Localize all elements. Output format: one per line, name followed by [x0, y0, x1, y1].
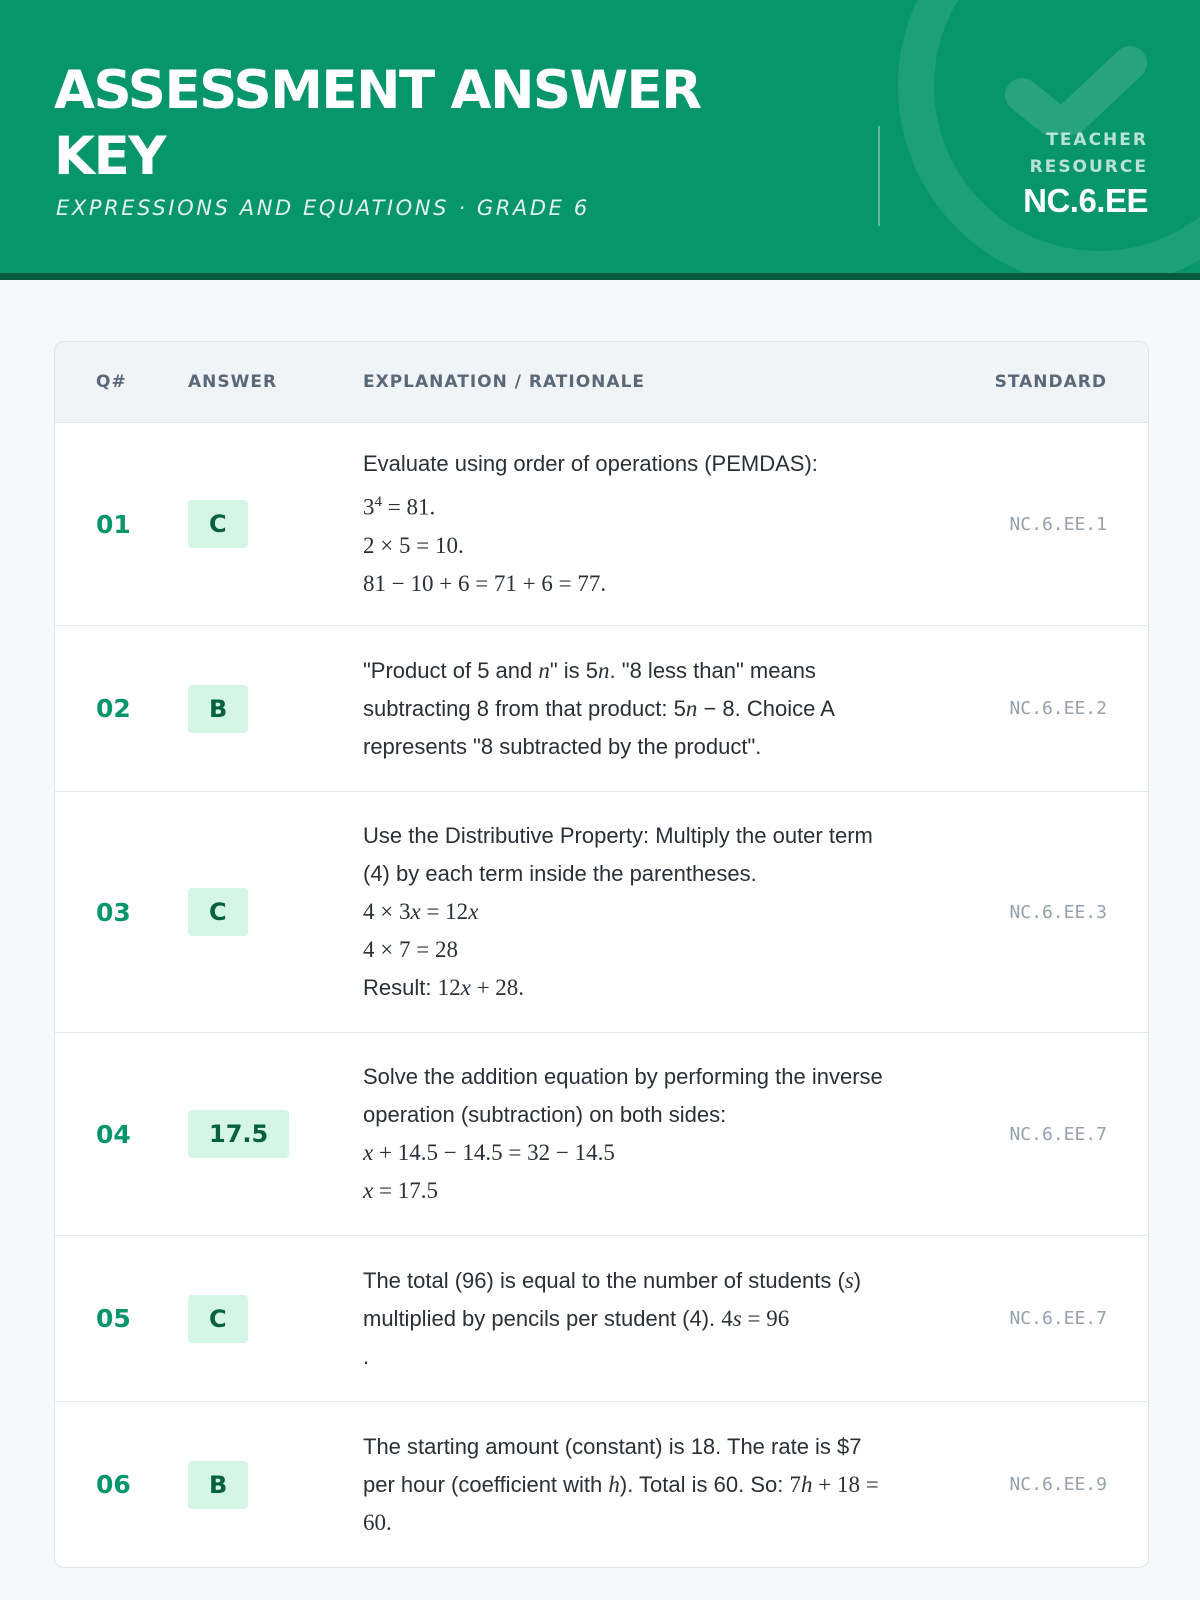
explanation-line: Solve the addition equation by performing the inverse operation (subtraction) on both sides: [363, 1064, 883, 1127]
question-number: 02 [96, 694, 131, 723]
explanation [363, 1058, 920, 1210]
explanation-line: Evaluate using order of operations (PEMDAS): [363, 451, 818, 477]
page-title: ASSESSMENT ANSWER KEY [54, 60, 701, 187]
standard-code: NC.6.EE.7 [1009, 1123, 1107, 1145]
standard-code: NC.6.EE.2 [1009, 698, 1107, 719]
page-subtitle: EXPRESSIONS AND EQUATIONS · GRADE 6 [56, 196, 590, 220]
standard-code: NC.6.EE.7 [1009, 1308, 1107, 1329]
answer-badge: C [188, 500, 248, 548]
question-number: 01 [96, 509, 131, 539]
standard-code: NC.6.EE.3 [1009, 901, 1107, 923]
checkmark-icon [1000, 45, 1160, 135]
answer-badge: 17.5 [188, 1110, 289, 1158]
answer-badge: B [188, 1461, 248, 1509]
explanation-line: . [363, 1343, 370, 1369]
explanation-math-line: x = 17.5 [363, 1178, 438, 1203]
explanation-math-line: 4 × 7 = 28 [363, 937, 458, 962]
question-number: 06 [96, 1470, 131, 1499]
explanation: The starting amount (constant) is 18. The rate is $7 per hour (coefficient with h). Total is 60. So: 7h + 18 = 60. [363, 1433, 879, 1535]
explanation-math-line: x + 14.5 − 14.5 = 32 − 14.5 [363, 1140, 615, 1165]
explanation-math-line: 4 × 3x = 12x [363, 899, 479, 924]
question-number: 05 [96, 1304, 131, 1333]
explanation [363, 445, 920, 603]
explanation-math-line: 81 − 10 + 6 = 71 + 6 = 77. [363, 570, 607, 596]
explanation-math-line: 2 × 5 = 10. [363, 532, 464, 558]
question-number: 03 [96, 897, 131, 927]
column-header-q: Q# [96, 372, 127, 392]
standard-code: NC.6.EE.9 [1009, 1474, 1107, 1495]
resource-code: NC.6.EE [1023, 182, 1148, 219]
table-row [55, 626, 1148, 792]
answer-key-table [54, 341, 1149, 1568]
table-row [55, 1236, 1148, 1402]
header-divider [878, 126, 880, 226]
explanation-line: Result: 12x + 28. [363, 975, 525, 1000]
explanation-math-line: $3^4 = 81$. [363, 494, 436, 520]
column-header-explanation: EXPLANATION / RATIONALE [363, 372, 646, 392]
explanation: "Product of 5 and n" is 5n. "8 less than" means subtracting 8 from that product: 5n − 8. Choice A represents "8 subtracted by the product". [363, 657, 834, 759]
table-row [55, 423, 1148, 626]
table-header [55, 342, 1148, 423]
table-row [55, 792, 1148, 1033]
explanation [363, 817, 920, 1007]
resource-label: TEACHER RESOURCE [1029, 130, 1148, 177]
explanation-line: Use the Distributive Property: Multiply the outer term (4) by each term inside the parentheses. [363, 823, 873, 886]
explanation: The total (96) is equal to the number of students (s) multiplied by pencils per student (4). 4s = 96 . [363, 1262, 920, 1376]
question-number: 04 [96, 1119, 131, 1149]
answer-badge: C [188, 1295, 248, 1343]
table-row [55, 1033, 1148, 1236]
table-row [55, 1402, 1148, 1567]
answer-badge: C [188, 888, 248, 936]
header-banner [0, 0, 1200, 280]
column-header-standard: STANDARD [994, 372, 1107, 392]
standard-code: NC.6.EE.1 [1009, 513, 1107, 535]
column-header-answer: ANSWER [188, 372, 278, 392]
answer-badge: B [188, 685, 248, 733]
